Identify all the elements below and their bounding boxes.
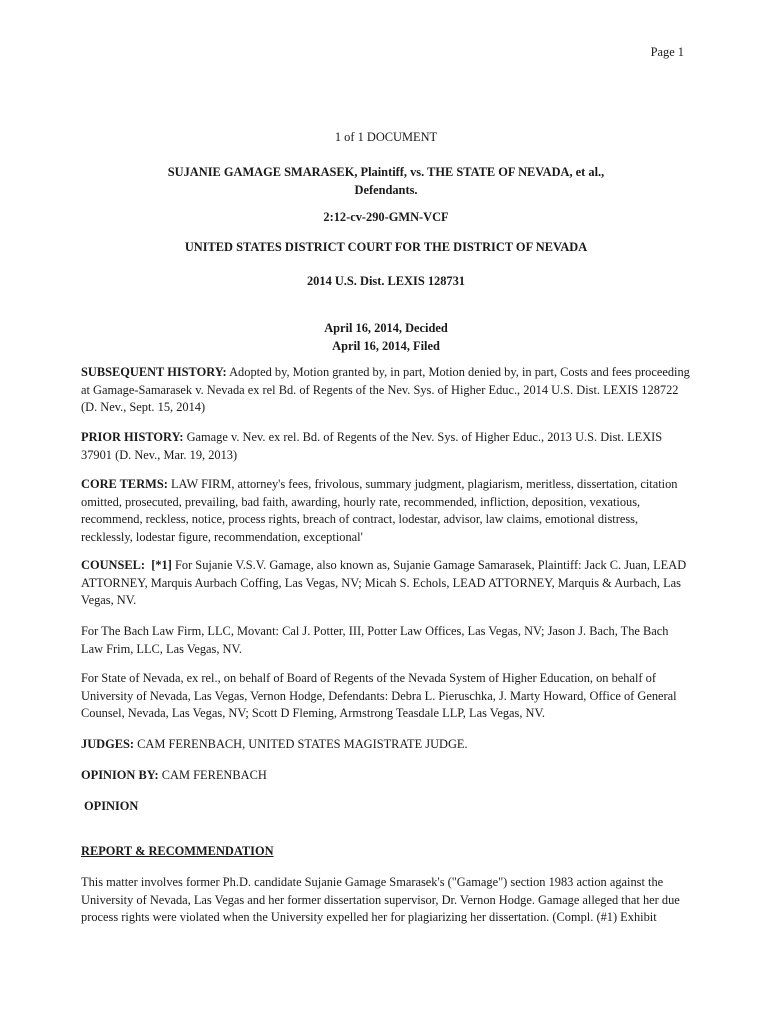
prior-history xyxy=(81,429,691,464)
court-name: UNITED STATES DISTRICT COURT FOR THE DISTRICT OF NEVADA xyxy=(184,240,588,254)
opinion-by-text: CAM FERENBACH xyxy=(158,768,267,782)
core-terms xyxy=(81,476,691,546)
opinion-by xyxy=(81,767,691,785)
case-caption-line2: Defendants. xyxy=(354,182,418,197)
report-heading: REPORT & RECOMMENDATION xyxy=(81,844,274,858)
page-number: Page 1 xyxy=(650,45,684,59)
filed-date: April 16, 2014, Filed xyxy=(332,338,440,353)
case-caption-line1: SUJANIE GAMAGE SMARASEK, Plaintiff, vs. THE STATE OF NEVADA, et al., xyxy=(167,165,605,179)
opinion-by-label: OPINION BY: xyxy=(81,768,159,782)
counsel-label: COUNSEL: xyxy=(81,558,146,572)
counsel-state: For State of Nevada, ex rel., on behalf of Board of Regents of the Nevada System of Higher Education, on behalf of University of Nevada, Las Vegas, Vernon Hodge, Defendants: Debra L. Pieruschka, J. Marty Howard, Office of General Counsel, Nevada, Las Vegas, NV; Scott D Fleming, Armstrong Teasdale LLP, Las Vegas, NV. xyxy=(81,671,677,720)
judges-text: CAM FERENBACH, UNITED STATES MAGISTRATE JUDGE. xyxy=(134,737,468,751)
case-caption xyxy=(81,164,691,199)
counsel-text: For Sujanie V.S.V. Gamage, also known as, Sujanie Gamage Samarasek, Plaintiff: Jack C. Juan, LEAD ATTORNEY, Marquis Aurbach Coffing, Las Vegas, NV; Micah S. Echols, LEAD ATTORNEY, Marquis & Aurbach, Las Vegas, NV. xyxy=(81,558,687,607)
core-terms-text: LAW FIRM, attorney's fees, frivolous, summary judgment, plagiarism, meritless, dissertation, citation omitted, prosecuted, prevailing, bad faith, awarding, hourly rate, recommended, infliction, deposition, vexatious, recommend, reckless, notice, process rights, breach of contract, lodestar, advisor, law claims, emotional distress, recklessly, lodestar figure, recommendation, exceptional' xyxy=(81,477,678,544)
document-count: 1 of 1 DOCUMENT xyxy=(334,130,438,144)
counsel-bach-law-firm: For The Bach Law Firm, LLC, Movant: Cal J. Potter, III, Potter Law Offices, Las Vegas, NV; Jason J. Bach, The Bach Law Frim, LLC, Las Vegas, NV. xyxy=(81,624,669,656)
judges-label: JUDGES: xyxy=(81,737,135,751)
subsequent-history xyxy=(81,364,691,417)
decision-dates xyxy=(81,320,691,355)
opinion-heading: OPINION xyxy=(84,799,139,813)
prior-history-text: Gamage v. Nev. ex rel. Bd. of Regents of the Nev. Sys. of Higher Educ., 2013 U.S. Dist. LEXIS 37901 (D. Nev., Mar. 19, 2013) xyxy=(81,430,663,462)
counsel-plaintiff xyxy=(81,557,691,610)
lexis-citation: 2014 U.S. Dist. LEXIS 128731 xyxy=(306,274,465,288)
judges xyxy=(81,736,691,754)
core-terms-label: CORE TERMS: xyxy=(81,477,168,491)
subsequent-history-label: SUBSEQUENT HISTORY: xyxy=(81,365,227,379)
decided-date: April 16, 2014, Decided xyxy=(324,321,448,335)
case-number: 2:12-cv-290-GMN-VCF xyxy=(323,210,449,224)
prior-history-label: PRIOR HISTORY: xyxy=(81,430,184,444)
subsequent-history-text: Adopted by, Motion granted by, in part, Motion denied by, in part, Costs and fees proceeding at Gamage-Samarasek v. Nevada ex rel Bd. of Regents of the Nev. Sys. of Higher Educ., 2014 U.S. Dist. LEXIS 128722 (D. Nev., Sept. 15, 2014) xyxy=(81,365,690,414)
opinion-body-paragraph: This matter involves former Ph.D. candidate Sujanie Gamage Smarasek's ("Gamage") section 1983 action against the University of Nevada, Las Vegas and her former dissertation supervisor, Dr. Vernon Hodge. Gamage alleged that her due process rights were violated when the University expelled her for plagiarizing her dissertation. (Compl. (#1) Exhibit xyxy=(81,875,680,924)
page-marker: [*1] xyxy=(151,558,172,572)
